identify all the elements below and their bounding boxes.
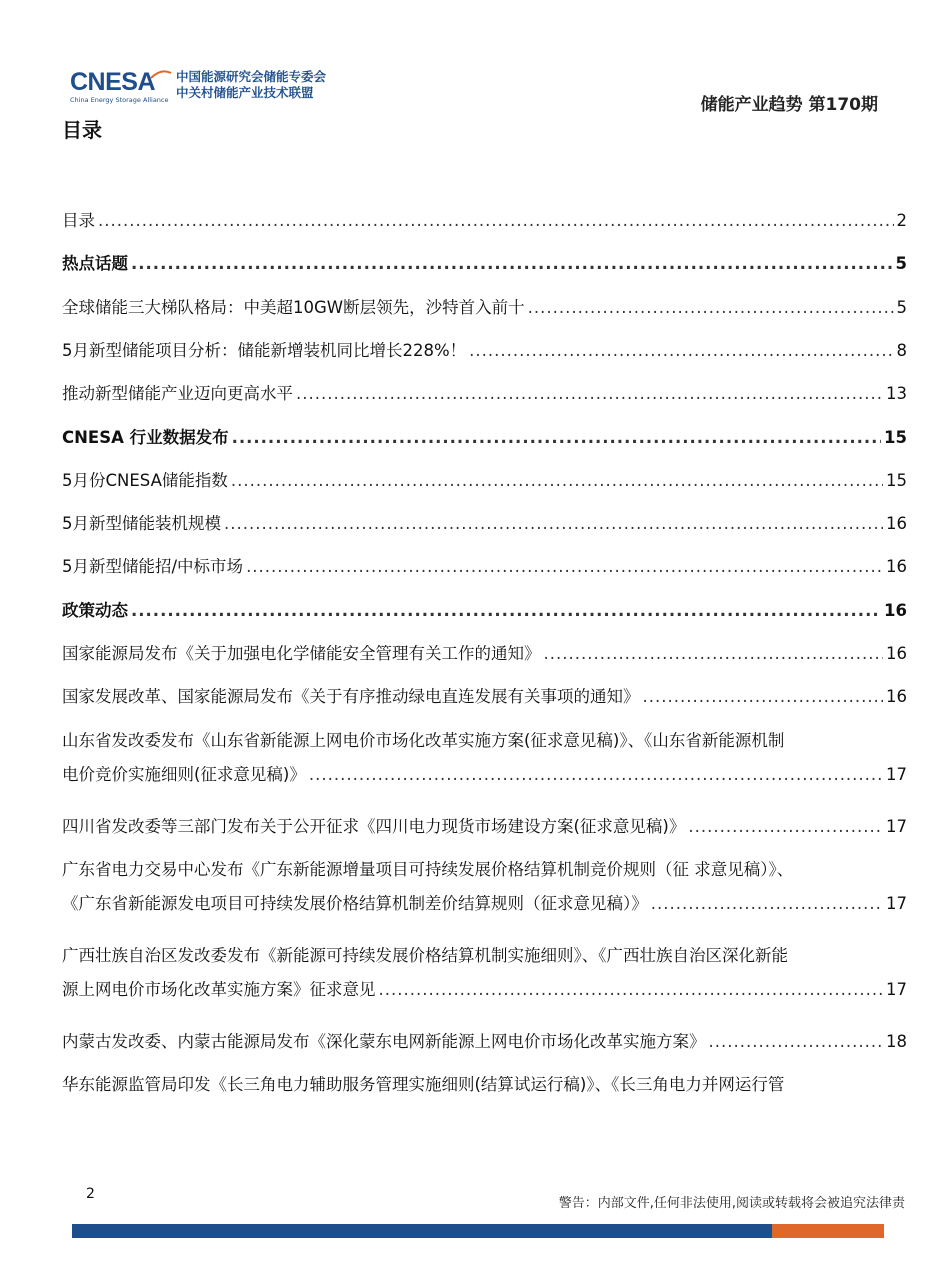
toc-entry-page: 18 <box>886 1031 907 1051</box>
toc-entry-page: 16 <box>886 687 907 707</box>
toc-entry-title-line1: 广西壮族自治区发改委发布《新能源可持续发展价格结算机制实施细则》、《广西壮族自治区深化新能 <box>62 945 788 965</box>
dot-leader <box>231 464 883 498</box>
footer-bar-blue <box>72 1224 772 1238</box>
toc-entry-page: 8 <box>896 340 907 360</box>
toc-entry-title: 目录 <box>62 211 95 230</box>
toc-entry-page: 13 <box>886 384 907 404</box>
footer-warning: 警告：内部文件,任何非法使用,阅读或转载将会被追究法律责 <box>558 1196 905 1211</box>
dot-leader <box>131 247 893 281</box>
issue-title: 储能产业趋势 第170期 <box>700 95 878 115</box>
logo-cn-line1: 中国能源研究会储能专委会 <box>176 69 327 84</box>
toc-entry[interactable] <box>62 1068 907 1102</box>
logo-subtitle: China Energy Storage Alliance <box>70 96 169 104</box>
toc-entry-title-line1: 华东能源监管局印发《长三角电力辅助服务管理实施细则(结算试运行稿)》、《长三角电力并网运行管 <box>62 1075 785 1095</box>
page-number: 2 <box>86 1186 95 1202</box>
dot-leader <box>688 810 883 844</box>
toc-entry-title: 5月新型储能装机规模 <box>62 514 221 534</box>
toc-entry[interactable] <box>62 291 907 325</box>
toc-entry-page: 16 <box>886 557 907 577</box>
dot-leader <box>544 637 884 671</box>
toc-entry-title: 四川省发改委等三部门发布关于公开征求《四川电力现货市场建设方案(征求意见稿)》 <box>62 816 686 836</box>
toc-entry-title: 源上网电价市场化改革实施方案》征求意见 <box>62 979 376 999</box>
dot-leader <box>651 887 883 921</box>
toc-entry-title: 5月新型储能项目分析：储能新增装机同比增长228%！ <box>62 340 467 360</box>
toc-entry-title: 电价竞价实施细则(征求意见稿)》 <box>62 764 306 784</box>
cnesa-logo <box>70 66 340 106</box>
toc-entry-page: 17 <box>886 979 907 999</box>
toc-entry-page: 5 <box>896 297 907 317</box>
toc-entry-page: 15 <box>886 470 907 490</box>
dot-leader <box>643 680 884 714</box>
dot-leader <box>246 550 883 584</box>
toc-entry[interactable] <box>62 810 907 844</box>
toc-entry-title-line1: 山东省发改委发布《山东省新能源上网电价市场化改革实施方案(征求意见稿)》、《山东省新能源机制 <box>62 730 785 750</box>
toc-entry-page: 17 <box>886 893 907 913</box>
toc-entry-title: 推动新型储能产业迈向更高水平 <box>62 384 293 404</box>
toc-entry-title: 热点话题 <box>62 254 128 274</box>
toc-entry-title: 国家发展改革、国家能源局发布《关于有序推动绿电直连发展有关事项的通知》 <box>62 687 640 707</box>
toc-entry[interactable] <box>62 421 907 455</box>
toc-entry-title: 5月份CNESA储能指数 <box>62 470 228 490</box>
toc-entry-title: 内蒙古发改委、内蒙古能源局发布《深化蒙东电网新能源上网电价市场化改革实施方案》 <box>62 1031 706 1051</box>
toc-entry-page: 16 <box>886 514 907 534</box>
dot-leader <box>709 1025 884 1059</box>
toc-entry[interactable] <box>62 377 907 411</box>
toc-entry[interactable] <box>62 939 907 1007</box>
toc-entry-page: 16 <box>884 600 907 620</box>
toc-entry-page: 17 <box>886 816 907 836</box>
logo-swoosh-icon <box>150 70 172 80</box>
toc-entry-title-line1: 广东省电力交易中心发布《广东新能源增量项目可持续发展价格结算机制竞价规则（征 求意见稿）》、 <box>62 859 794 879</box>
dot-leader <box>528 291 894 325</box>
toc-entry[interactable] <box>62 247 907 281</box>
logo-chinese-name <box>176 69 326 101</box>
dot-leader <box>379 973 884 1007</box>
dot-leader <box>296 377 883 411</box>
toc-entry-page: 2 <box>896 211 907 230</box>
toc-entry[interactable] <box>62 204 907 238</box>
toc-entry-title: 国家能源局发布《关于加强电化学储能安全管理有关工作的通知》 <box>62 644 541 663</box>
toc-entry[interactable] <box>62 853 907 921</box>
dot-leader <box>131 594 881 628</box>
toc-entry-page: 15 <box>884 427 907 447</box>
toc-entry[interactable] <box>62 507 907 541</box>
toc-entry[interactable] <box>62 1025 907 1059</box>
dot-leader <box>469 334 893 368</box>
footer-bar-orange <box>772 1224 884 1238</box>
dot-leader <box>232 421 881 455</box>
toc-entry[interactable] <box>62 334 907 368</box>
toc-entry[interactable] <box>62 637 907 671</box>
toc-entry[interactable] <box>62 464 907 498</box>
toc-entry[interactable] <box>62 680 907 714</box>
toc-entry-page: 5 <box>895 254 907 274</box>
logo-wordmark: CNESA <box>70 68 156 96</box>
dot-leader <box>98 204 894 238</box>
page-title: 目录 <box>62 118 102 142</box>
toc-entry-title: CNESA 行业数据发布 <box>62 427 229 447</box>
toc-entry-title: 《广东省新能源发电项目可持续发展价格结算机制差价结算规则（征求意见稿）》 <box>62 893 648 913</box>
logo-cn-line2: 中关村储能产业技术联盟 <box>176 85 314 100</box>
toc-entry[interactable] <box>62 724 907 792</box>
dot-leader <box>224 507 883 541</box>
toc-entry[interactable] <box>62 594 907 628</box>
toc-entry-title: 全球储能三大梯队格局：中美超10GW断层领先，沙特首入前十 <box>62 297 525 317</box>
page-header <box>0 0 950 150</box>
toc-entry[interactable] <box>62 550 907 584</box>
dot-leader <box>309 758 883 792</box>
toc-entry-title: 政策动态 <box>62 600 128 620</box>
toc-entry-page: 16 <box>886 644 907 663</box>
toc-entry-title: 5月新型储能招/中标市场 <box>62 557 244 577</box>
toc-entry-page: 17 <box>886 764 907 784</box>
